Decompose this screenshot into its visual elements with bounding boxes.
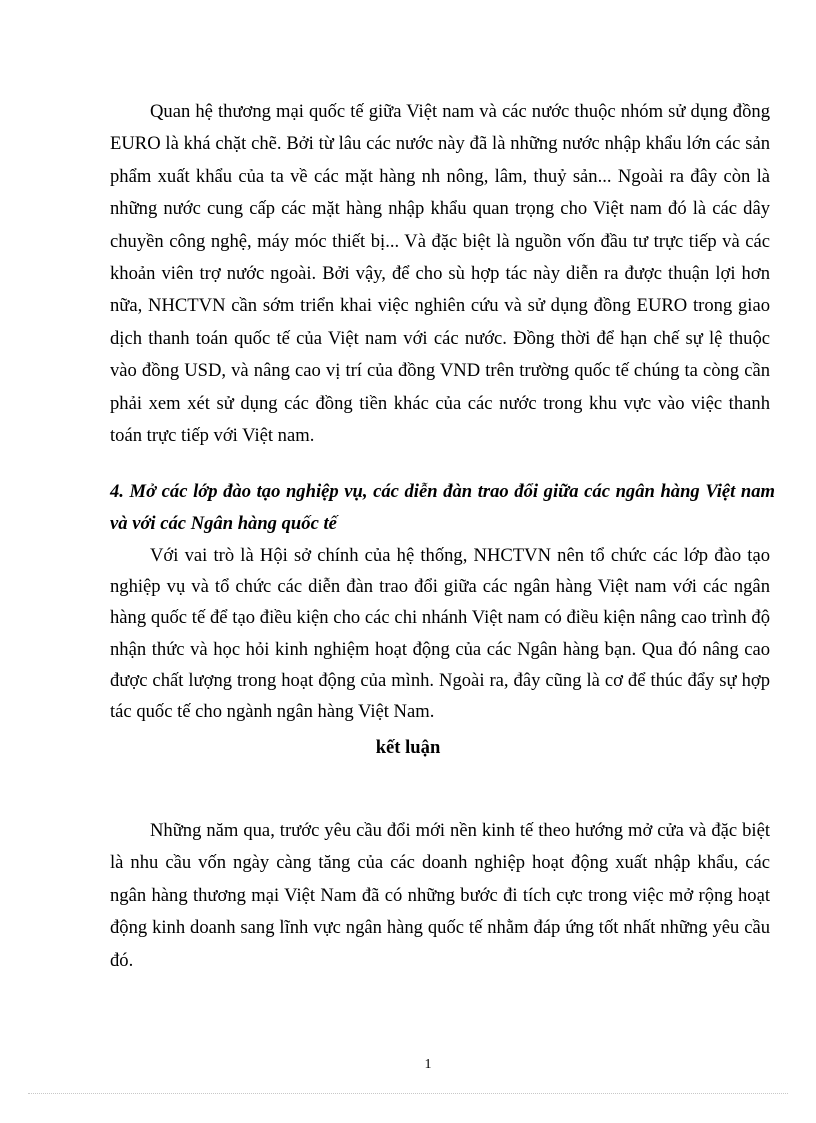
paragraph-training: Với vai trò là Hội sở chính của hệ thống, NHCTVN nên tổ chức các lớp đào tạo nghiệp vụ và tổ chức các diễn đàn trao đổi giữa các ngân hàng Việt nam với các ngân hàng quốc tế để tạo điều kiện cho các chi nhánh Việt nam có điều kiện nâng cao trình độ nhận thức và học hỏi kinh nghiệm hoạt động của các Ngân hàng bạn. Qua đó nâng cao được chất lượng trong hoạt động của mình. Ngoài ra, đây cũng là cơ để thúc đẩy sự hợp tác quốc tế cho ngành ngân hàng Việt Nam.	[110, 545, 770, 723]
page-bottom-divider	[28, 1093, 788, 1094]
section-heading-training: 4. Mở các lớp đào tạo nghiệp vụ, các diễn đàn trao đổi giữa các ngân hàng Việt nam và với các Ngân hàng quốc tế	[110, 481, 775, 535]
page-number: 1	[424, 1057, 432, 1072]
conclusion-title: kết luận	[375, 737, 441, 758]
paragraph-conclusion: Những năm qua, trước yêu cầu đổi mới nền kinh tế theo hướng mở cửa và đặc biệt là nhu cầu vốn ngày càng tăng của các doanh nghiệp hoạt động xuất nhập khẩu, các ngân hàng thương mại Việt Nam đã có những bước đi tích cực trong việc mở rộng hoạt động kinh doanh sang lĩnh vực ngân hàng quốc tế nhằm đáp ứng tốt nhất những yêu cầu đó.	[110, 820, 770, 971]
paragraph-trade-relations: Quan hệ thương mại quốc tế giữa Việt nam và các nước thuộc nhóm sử dụng đồng EURO là khá chặt chẽ. Bởi từ lâu các nước này đã là những nước nhập khẩu lớn các sản phẩm xuất khẩu của ta về các mặt hàng nh nông, lâm, thuỷ sản... Ngoài ra đây còn là những nước cung cấp các mặt hàng nhập khẩu quan trọng cho Việt nam đó là các dây chuyền công nghệ, máy móc thiết bị... Và đặc biệt là nguồn vốn đầu tư trực tiếp và các khoản viên trợ nước ngoài. Bởi vậy, để cho sù hợp tác này diễn ra được thuận lợi hơn nữa, NHCTVN cần sớm triển khai việc nghiên cứu và sử dụng đồng EURO trong giao dịch thanh toán quốc tế của Việt nam với các nước. Đồng thời để hạn chế sự lệ thuộc vào đồng USD, và nâng cao vị trí của đồng VND trên trường quốc tế chúng ta còng cần phải xem xét sử dụng các đồng tiền khác của các nước trong khu vực vào việc thanh toán trực tiếp với Việt nam.	[110, 101, 770, 447]
